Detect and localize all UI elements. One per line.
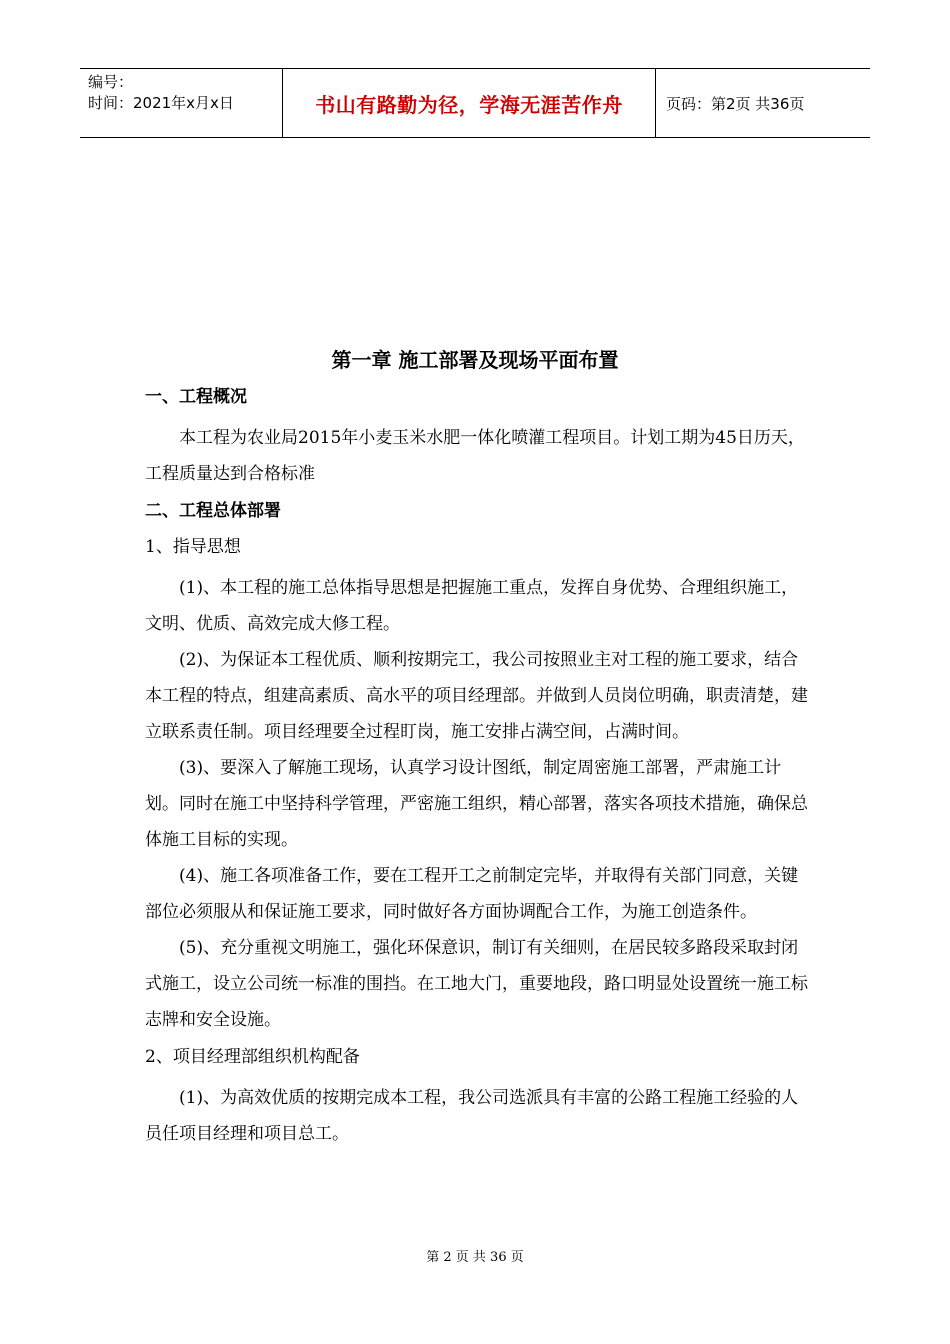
page-footer: 第 2 页 共 36 页: [426, 1250, 524, 1265]
paragraph: (2)、为保证本工程优质、顺利按期完工，我公司按照业主对工程的施工要求，结合本工程的特点，组建高素质、高水平的项目经理部。并做到人员岗位明确，职责清楚，建立联系责任制。项目经理要全过程盯岗，施工安排占满空间，占满时间。: [145, 650, 808, 742]
chapter-title: 第一章 施工部署及现场平面布置: [331, 348, 619, 372]
document-body: [145, 384, 810, 1152]
time-label: 时间：2021年x月x日: [88, 94, 234, 112]
header-left-cell: [80, 69, 282, 137]
paragraph: (1)、本工程的施工总体指导思想是把握施工重点，发挥自身优势、合理组织施工，文明、优质、高效完成大修工程。: [145, 578, 799, 634]
paragraph: (4)、施工各项准备工作，要在工程开工之前制定完毕，并取得有关部门同意，关键部位必须服从和保证施工要求，同时做好各方面协调配合工作，为施工创造条件。: [145, 866, 799, 922]
section-title-overview: 一、工程概况: [145, 387, 247, 407]
section-title-deployment: 二、工程总体部署: [145, 501, 281, 521]
subsection-title-guiding-idea: 1、指导思想: [145, 537, 241, 557]
page-info: 页码：第2页 共36页: [666, 94, 805, 113]
header-page-cell: [656, 69, 870, 137]
subsection-title-organization: 2、项目经理部组织机构配备: [145, 1047, 360, 1067]
number-label: 编号：: [88, 73, 134, 91]
paragraph: 本工程为农业局2015年小麦玉米水肥一体化喷灌工程项目。计划工期为45日历天，工程质量达到合格标准: [145, 428, 805, 484]
paragraph: (1)、为高效优质的按期完成本工程，我公司选派具有丰富的公路工程施工经验的人员任项目经理和项目总工。: [145, 1088, 799, 1144]
header-motto-cell: [282, 69, 656, 137]
paragraph: (5)、充分重视文明施工，强化环保意识，制订有关细则，在居民较多路段采取封闭式施工，设立公司统一标准的围挡。在工地大门，重要地段，路口明显处设置统一施工标志牌和安全设施。: [145, 938, 808, 1030]
motto-text: 书山有路勤为径，学海无涯苦作舟: [315, 92, 623, 117]
paragraph: (3)、要深入了解施工现场，认真学习设计图纸，制定周密施工部署，严肃施工计划。同时在施工中坚持科学管理，严密施工组织，精心部署，落实各项技术措施，确保总体施工目标的实现。: [145, 758, 808, 850]
header-table: [80, 68, 870, 138]
